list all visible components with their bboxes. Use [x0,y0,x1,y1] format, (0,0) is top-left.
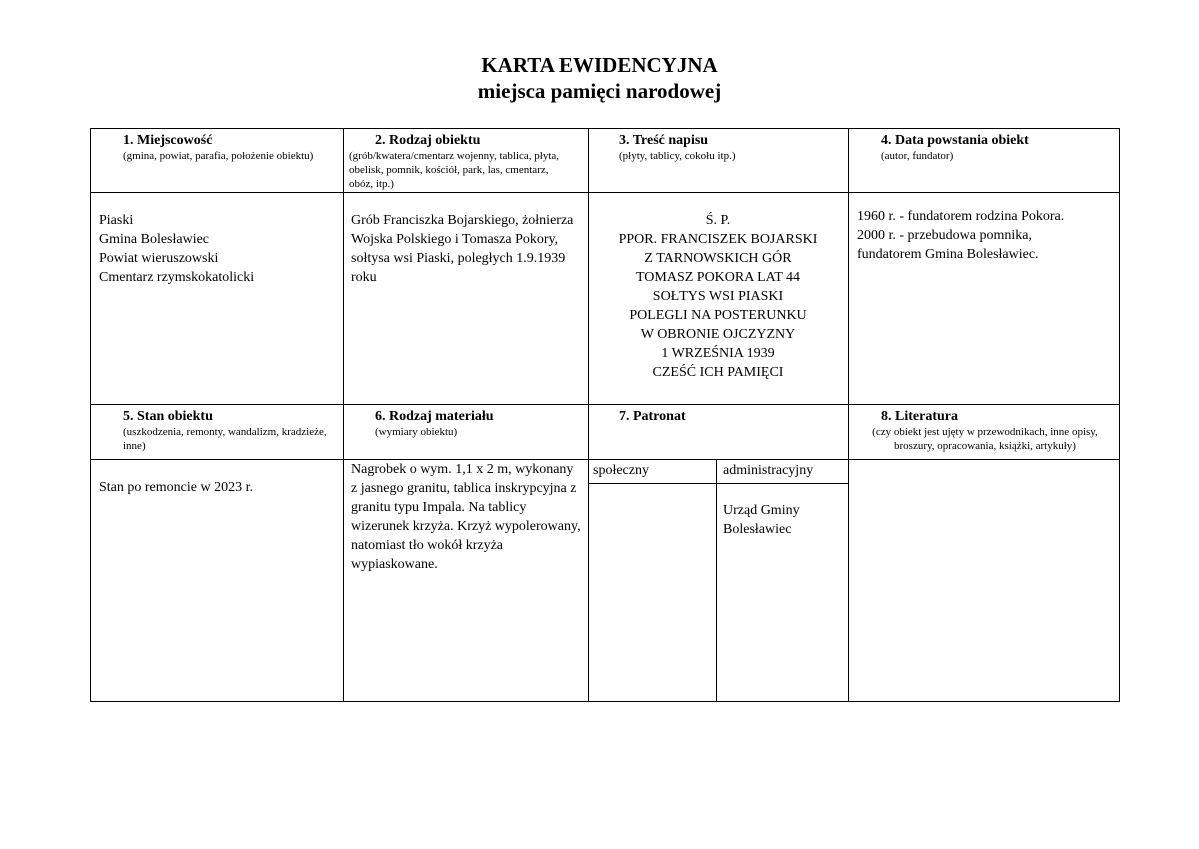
inscription-line: CZEŚĆ ICH PAMIĘCI [652,365,784,380]
header-stan-obiektu-sub: (uszkodzenia, remonty, wandalizm, kradzieże, inne) [123,426,327,452]
inscription-line: TOMASZ POKORA LAT 44 [635,270,800,285]
patronat-administracyjny-value: Urząd Gminy Bolesławiec [723,503,800,537]
header-rodzaj-obiektu-sub: (grób/kwatera/cmentarz wojenny, tablica, płyta, obelisk, pomnik, kościół, park, las, cmentarz, obóz, itp.) [349,150,560,190]
header-patronat-title: 7. Patronat [619,409,686,424]
miejscowosc-line: Gmina Bolesławiec [99,232,210,247]
title-line-2: miejsca pamięci narodowej [477,79,722,103]
data-powstania-line: 1960 r. - fundatorem rodzina Pokora. [857,209,1065,224]
content-data-powstania [857,207,1115,264]
header-tresc-napisu [619,132,839,163]
document-title [0,52,1199,104]
record-card-table [90,128,1120,702]
header-miejscowosc [123,132,323,163]
header-rodzaj-materialu-sub: (wymiary obiektu) [375,426,458,438]
miejscowosc-line: Piaski [99,213,134,228]
header-literatura [851,408,1119,453]
inscription-line: POLEGLI NA POSTERUNKU [629,308,807,323]
miejscowosc-line: Powiat wieruszowski [99,251,219,266]
content-miejscowosc [99,211,339,287]
content-material: Nagrobek o wym. 1,1 x 2 m, wykonany z jasnego granitu, tablica inskrypcyjna z granitu typu Impala. Na tablicy wizerunek krzyża. Krzyż wypolerowany, natomiast tło wokół krzyża wypiaskowane. [351,462,581,572]
inscription-line: SOŁTYS WSI PIASKI [652,289,784,304]
data-powstania-line: 2000 r. - przebudowa pomnika, [857,228,1032,243]
header-data-powstania-sub: (autor, fundator) [881,150,954,162]
title-line-1: KARTA EWIDENCYJNA [481,53,718,77]
header-data-powstania-title: 4. Data powstania obiekt [881,133,1029,148]
header-literatura-title: 8. Literatura [881,409,958,424]
header-tresc-napisu-title: 3. Treść napisu [619,133,709,148]
data-powstania-line: fundatorem Gmina Bolesławiec. [857,247,1039,262]
header-rodzaj-materialu-title: 6. Rodzaj materiału [375,409,494,424]
content-rodzaj-obiektu: Grób Franciszka Bojarskiego, żołnierza Wojska Polskiego i Tomasza Pokory, sołtysa wsi Piaski, poległych 1.9.1939 roku [351,213,574,285]
header-rodzaj-obiektu [349,132,571,191]
header-rodzaj-obiektu-title: 2. Rodzaj obiektu [375,133,481,148]
patronat-administracyjny-label: administracyjny [723,463,814,478]
miejscowosc-line: Cmentarz rzymskokatolicki [99,270,255,285]
inscription-line: Z TARNOWSKICH GÓR [644,251,792,266]
header-data-powstania [881,132,1111,163]
inscription-line: PPOR. FRANCISZEK BOJARSKI [618,232,818,247]
content-stan-obiektu: Stan po remoncie w 2023 r. [99,480,253,495]
header-literatura-sub: (czy obiekt jest ujęty w przewodnikach, inne opisy, broszury, opracowania, książki, artykuły) [872,426,1098,452]
header-rodzaj-materialu [375,408,575,439]
content-inscription [589,211,847,382]
header-patronat [619,408,839,425]
inscription-line: 1 WRZEŚNIA 1939 [661,346,775,361]
patronat-spoleczny-label: społeczny [593,463,649,478]
header-stan-obiektu-title: 5. Stan obiektu [123,409,213,424]
header-stan-obiektu [123,408,333,453]
inscription-line: Ś. P. [705,213,731,228]
inscription-line: W OBRONIE OJCZYZNY [640,327,796,342]
header-miejscowosc-title: 1. Miejscowość [123,133,213,148]
header-tresc-napisu-sub: (płyty, tablicy, cokołu itp.) [619,150,736,162]
header-miejscowosc-sub: (gmina, powiat, parafia, położenie obiektu) [123,150,314,162]
